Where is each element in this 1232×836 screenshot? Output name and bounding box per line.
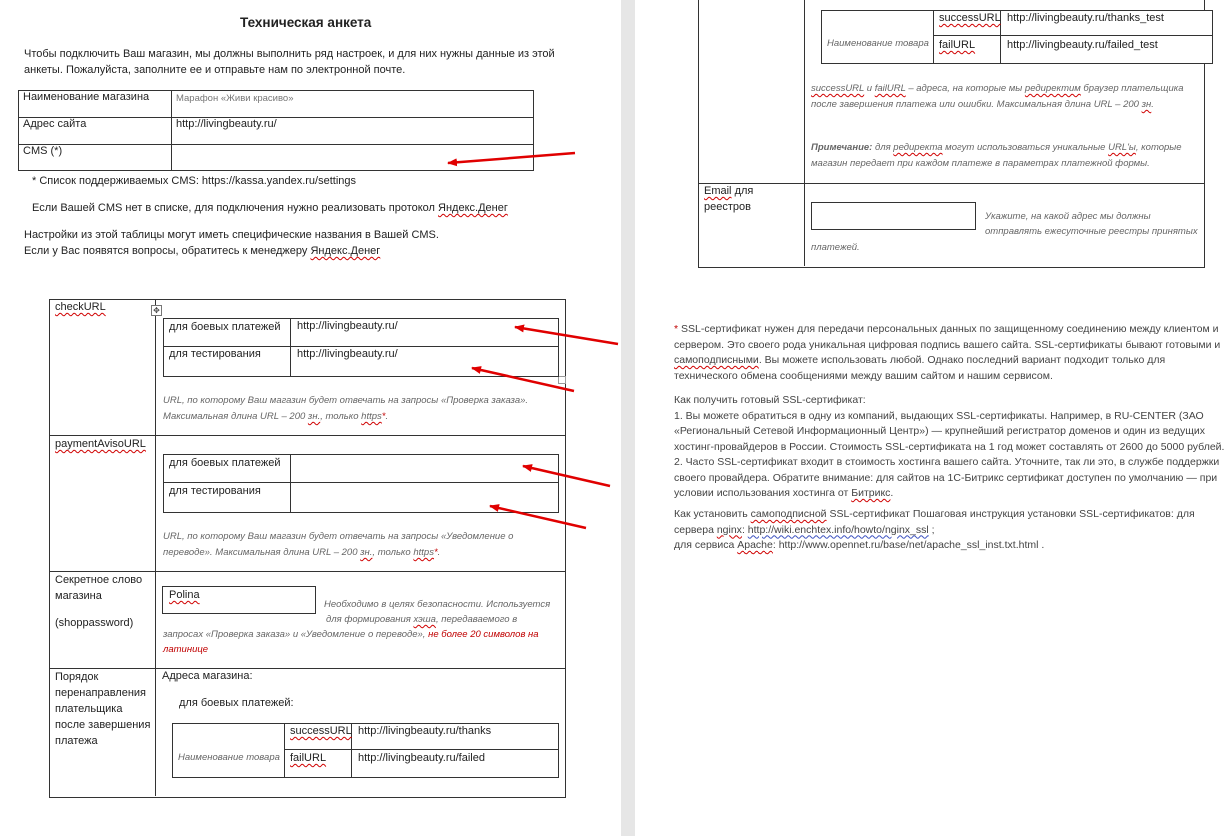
document-page-right	[635, 0, 1232, 836]
arrow-to-checkurl-test	[472, 368, 574, 391]
email-registry-field[interactable]	[811, 202, 976, 230]
cms-label: CMS (*)	[19, 145, 172, 171]
redirect-label-1: Порядок	[55, 671, 99, 683]
email-note-3: платежей.	[811, 242, 860, 253]
secret-word-value: Polina	[169, 589, 200, 601]
aviso-test-label: для тестирования	[169, 485, 261, 497]
aviso-note-2: переводе». Максимальная длина URL – 200 зн., только https*.	[163, 547, 441, 558]
cms-protocol-note: Если Вашей CMS нет в списке, для подключения нужно реализовать протокол Яндекс.Денег	[32, 202, 508, 214]
secret-note-3: запросах «Проверка заказа» и «Уведомление о переводе», не более 20 символов на	[163, 629, 539, 640]
secret-note-2: для формирования хэша, передаваемого в	[326, 614, 518, 625]
checkurl-test-label: для тестирования	[169, 348, 261, 360]
redirect-success-field[interactable]: http://livingbeauty.ru/thanks	[358, 725, 492, 737]
table-move-handle-icon[interactable]: ✥	[151, 305, 162, 316]
page-title: Техническая анкета	[240, 15, 372, 30]
checkurl-test-field[interactable]: http://livingbeauty.ru/	[297, 348, 398, 360]
secret-note-1: Необходимо в целях безопасности. Используется	[324, 599, 551, 610]
email-label-2: реестров	[704, 201, 751, 213]
redirect-success-label: successURL	[290, 725, 352, 737]
ssl-paragraph: * SSL-сертификат нужен для передачи персональных данных по защищенному соединению между клиентом и сервером. Это своего рода уникальная цифровая подпись вашего сайта. SSL-сертификаты бывают готовыми и самоподписными. Вы можете использовать любой. Однако последний вариант подходит только для технического обмена сообщениями между вашим сайтом и нашим сервисом.	[674, 323, 1221, 382]
redirect-note-2: после завершения платежа или ошибки. Максимальная длина URL – 200 зн.	[811, 99, 1154, 110]
test-success-field[interactable]: http://livingbeauty.ru/thanks_test	[1007, 12, 1164, 24]
test-item-name: Наименование товара	[827, 38, 929, 49]
aviso-url-label: paymentAvisoURL	[55, 438, 146, 450]
arrow-to-cms-field	[448, 153, 575, 163]
redirect-combat-label: для боевых платежей:	[179, 697, 294, 709]
checkurl-note-1: URL, по которому Ваш магазин будет отвечать на запросы «Проверка заказа».	[163, 395, 529, 406]
test-success-label: successURL	[939, 12, 1001, 24]
remark-2: магазин передает при каждом платеже в параметрах платежной формы.	[811, 158, 1150, 169]
settings-note-2: Если у Вас появятся вопросы, обратитесь к менеджеру Яндекс.Денег	[24, 245, 381, 257]
secret-note-4: латинице	[163, 644, 209, 655]
redirect-label-5: платежа	[55, 735, 98, 747]
email-label-1: Email для	[704, 185, 754, 197]
test-fail-label: failURL	[939, 39, 976, 51]
site-address-field[interactable]: http://livingbeauty.ru/	[172, 118, 534, 145]
ssl-install-paragraph: Как установить самоподписной SSL-сертификат Пошаговая инструкция установки SSL-сертификатов: для сервера nginx: http://wiki.enchtex.info/howto/nginx_ssl ; для сервиса Apache: http://www.opennet.ru/base/net/apache_ssl_inst.txt.html .	[674, 508, 1195, 551]
nginx-link[interactable]: http://wiki.enchtex.info/howto/nginx_ssl	[747, 523, 929, 536]
aviso-combat-label: для боевых платежей	[169, 457, 281, 469]
remark-1: Примечание: для редиректа могут использоваться уникальные URL'ы, которые	[811, 142, 1182, 153]
arrow-to-aviso-test	[490, 506, 586, 528]
redirect-note-1: successURL и failURL – адреса, на которые мы редиректим браузер плательщика	[811, 83, 1184, 94]
redirect-label-4: после завершения	[55, 719, 151, 731]
checkurl-label: checkURL	[55, 301, 106, 313]
redirect-fail-field[interactable]: http://livingbeauty.ru/failed	[358, 752, 485, 764]
redirect-label-3: плательщика	[55, 703, 123, 715]
ssl-howto-list: Как получить готовый SSL-сертификат: 1. Вы можете обратиться в одну из компаний, выдающих SSL-сертификаты. Например, в RU-CENTER (ЗАО «Региональный Сетевой Информационный Центр») — крупнейший регистратор доменов и один из ведущих хостинг-провайдеров в России. Стоимость SSL-сертификата на 1 год может составлять от 2600 до 5000 рублей. 2. Часто SSL-сертификат входит в стоимость хостинга вашего сайта. Уточните, так ли это, в службе поддержки своего провайдера. Обратите внимание: для сайтов на 1С-Битрикс сертификат доступен по умолчанию — при условии использования хостинга от Битрикс.	[674, 394, 1225, 499]
store-name-field[interactable]: Марафон «Живи красиво»	[172, 91, 534, 118]
store-name-label: Наименование магазина	[19, 91, 172, 118]
secret-label-1: Секретное слово	[55, 574, 143, 586]
redirect-fail-label: failURL	[290, 752, 327, 764]
email-note-2: отправлять ежесуточные реестры принятых	[985, 226, 1198, 237]
settings-note-1: Настройки из этой таблицы могут иметь специфические названия в Вашей CMS.	[24, 229, 439, 241]
aviso-note-1: URL, по которому Ваш магазин будет отвечать на запросы «Уведомление о	[163, 531, 514, 542]
arrow-to-aviso-combat	[523, 466, 610, 486]
secret-label-2: магазина	[55, 590, 102, 602]
checkurl-combat-label: для боевых платежей	[169, 321, 281, 333]
cms-list-note: * Список поддерживаемых CMS: https://kassa.yandex.ru/settings	[32, 175, 357, 187]
intro-text: Чтобы подключить Ваш магазин, мы должны выполнить ряд настроек, и для них нужны данные из этой анкеты. Пожалуйста, заполните ее и отправьте нам по электронной почте.	[24, 48, 555, 76]
store-addresses-label: Адреса магазина:	[162, 670, 253, 682]
test-fail-field[interactable]: http://livingbeauty.ru/failed_test	[1007, 39, 1158, 51]
site-address-label: Адрес сайта	[19, 118, 172, 145]
redirect-label-2: перенаправления	[55, 687, 146, 699]
arrow-to-checkurl-combat	[515, 327, 618, 344]
checkurl-note-2: Максимальная длина URL – 200 зн., только https*.	[163, 411, 389, 422]
email-note-1: Укажите, на какой адрес мы должны	[985, 211, 1151, 222]
redirect-item-name: Наименование товара	[178, 752, 280, 763]
secret-label-3: (shoppassword)	[55, 617, 134, 629]
checkurl-combat-field[interactable]: http://livingbeauty.ru/	[297, 320, 398, 332]
